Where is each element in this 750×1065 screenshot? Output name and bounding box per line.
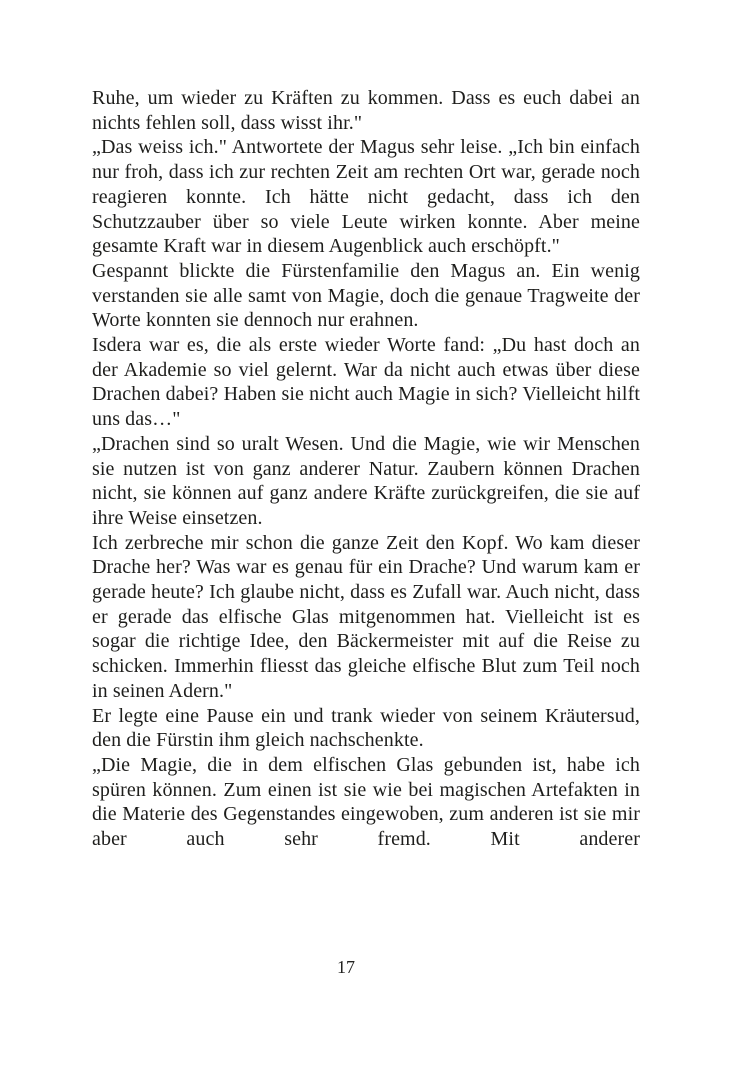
paragraph: „Die Magie, die in dem elfischen Glas gebunden ist, habe ich spüren können. Zum einen ist sie wie bei magischen Artefakten in die Materie des Gegenstandes eingewoben, zum anderen ist sie mir aber auch sehr fremd. Mit anderer bbox=[92, 753, 640, 851]
paragraph: Gespannt blickte die Fürstenfamilie den Magus an. Ein wenig verstanden sie alle samt von Magie, doch die genaue Tragweite der Worte konnten sie dennoch nur erahnen. bbox=[92, 259, 640, 332]
paragraph: Ruhe, um wieder zu Kräften zu kommen. Dass es euch dabei an nichts fehlen soll, dass wisst ihr." bbox=[92, 87, 640, 134]
paragraph: Ich zerbreche mir schon die ganze Zeit den Kopf. Wo kam dieser Drache her? Was war es genau für ein Drache? Und warum kam er gerade heute? Ich glaube nicht, dass es Zufall war. Auch nicht, dass er gerade das elfische Glas mitgenommen hat. Vielleicht ist es sogar die richtige Idee, den Bäckermeister mit auf die Reise zu schicken. Immerhin fliesst das gleiche elfische Blut zum Teil noch in seinen Adern." bbox=[92, 531, 640, 702]
page-number: 17 bbox=[337, 957, 355, 977]
paragraph: „Das weiss ich." Antwortete der Magus sehr leise. „Ich bin einfach nur froh, dass ich zur rechten Zeit am rechten Ort war, gerade noch reagieren konnte. Ich hätte nicht gedacht, dass ich den Schutzzauber über so viele Leute wirken konnte. Aber meine gesamte Kraft war in diesem Augenblick auch erschöpft." bbox=[92, 136, 640, 258]
paragraph: Er legte eine Pause ein und trank wieder von seinem Kräutersud, den die Fürstin ihm gleich nachschenkte. bbox=[92, 704, 640, 752]
paragraph: „Drachen sind so uralt Wesen. Und die Magie, wie wir Menschen sie nutzen ist von ganz anderer Natur. Zaubern können Drachen nicht, sie können auf ganz andere Kräfte zurückgreifen, die sie auf ihre Weise einsetzen. bbox=[92, 432, 640, 529]
paragraph: Isdera war es, die als erste wieder Worte fand: „Du hast doch an der Akademie so viel gelernt. War da nicht auch etwas über diese Drachen dabei? Haben sie nicht auch Magie in sich? Vielleicht hilft uns das…" bbox=[92, 334, 640, 431]
page-text bbox=[92, 86, 640, 852]
